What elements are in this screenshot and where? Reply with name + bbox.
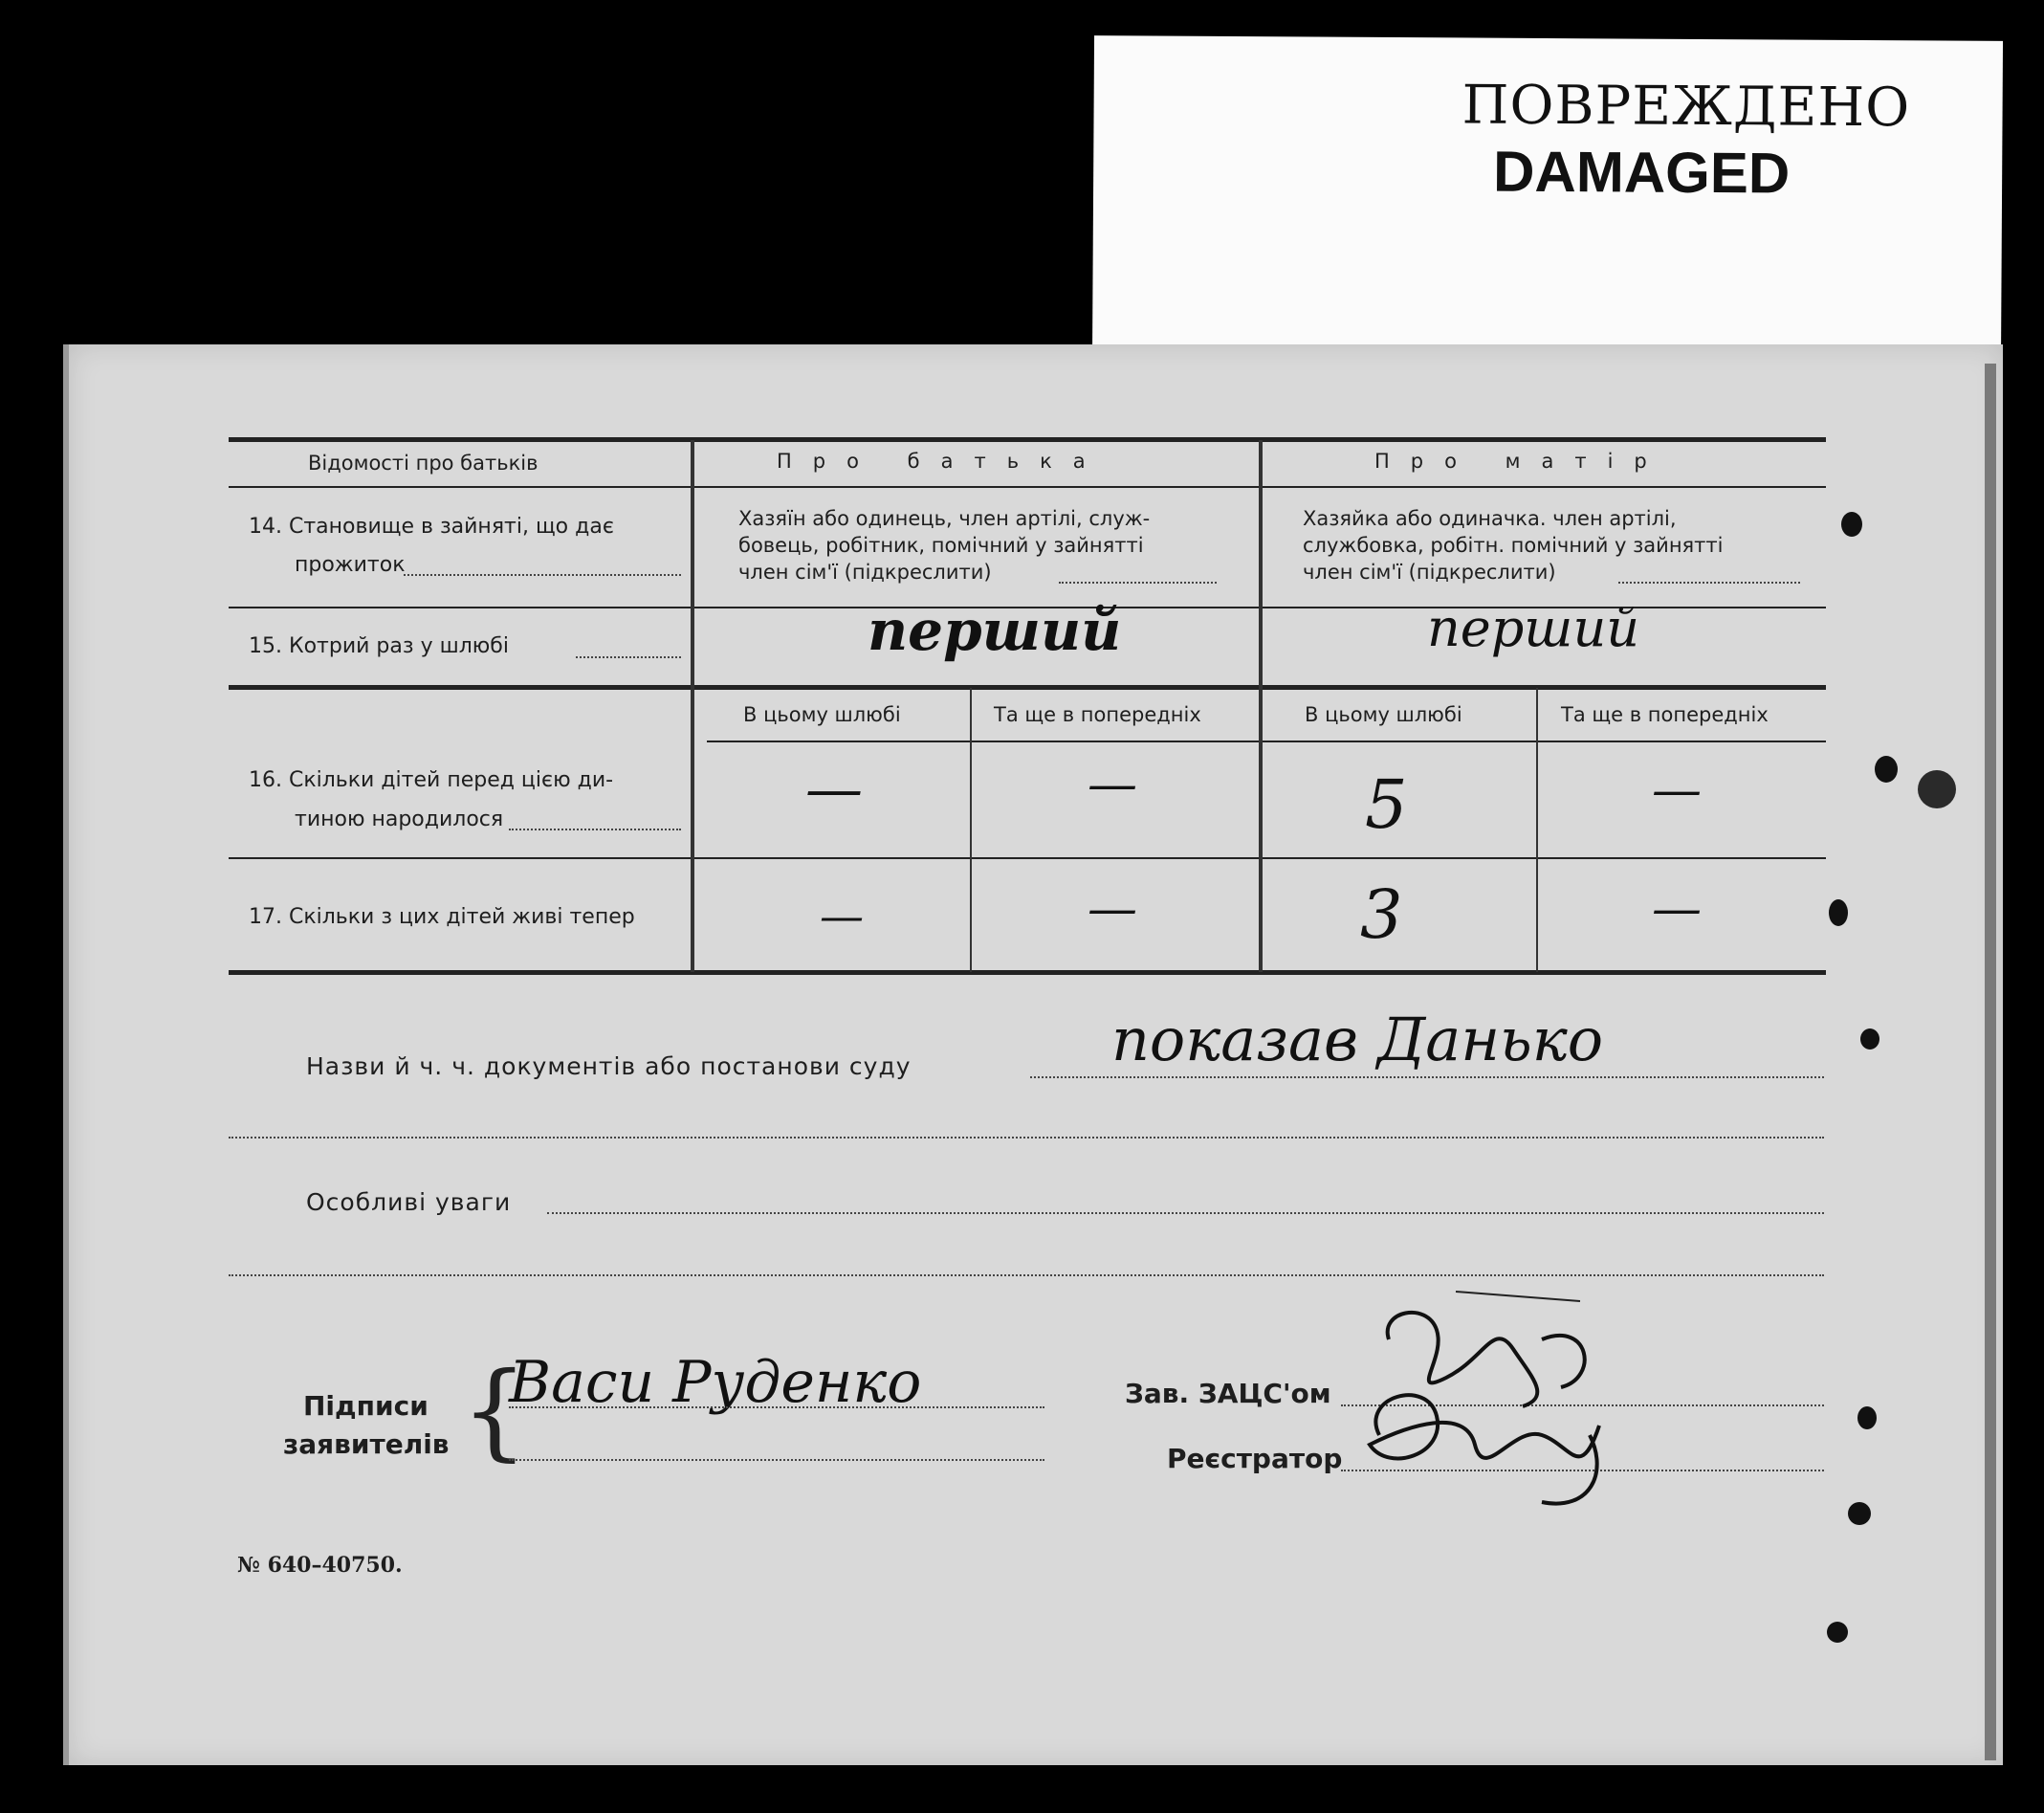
row15-father-handwritten: перший xyxy=(868,598,1122,663)
documents-line-2 xyxy=(229,1137,1824,1139)
row16-rule xyxy=(229,857,1826,859)
row14-label-cont: прожиток xyxy=(295,553,406,577)
subheader-father-this-marriage: В цьому шлюбі xyxy=(743,703,901,726)
row16-mother-this-value: 5 xyxy=(1365,765,1408,844)
table-top-rule xyxy=(229,437,1826,442)
header-rule xyxy=(229,486,1826,488)
row14-label: 14. Становище в зайняті, що дає xyxy=(249,515,614,539)
header-about-parents: Відомості про батьків xyxy=(308,452,538,475)
notes-line xyxy=(547,1212,1824,1214)
damaged-label-ru: ПОВРЕЖДЕНО xyxy=(1462,74,1911,140)
row15-leader-dots xyxy=(576,656,681,658)
row16-label-cont: тиною народилося xyxy=(295,807,504,831)
subheader-mother-this-marriage: В цьому шлюбі xyxy=(1305,703,1462,726)
table-col-divider-1 xyxy=(691,440,694,972)
row14-father-dots xyxy=(1059,582,1217,584)
row14-father-option-line3: член сім'ї (підкреслити) xyxy=(738,561,992,584)
official-signatures xyxy=(1351,1282,1695,1531)
document-sheet xyxy=(63,344,2003,1765)
applicants-signature-label-cont: заявителів xyxy=(283,1428,450,1460)
header-about-mother: Про матір xyxy=(1374,450,1668,473)
table-col-divider-4 xyxy=(1536,688,1538,972)
table-col-divider-3 xyxy=(970,688,972,972)
applicants-signature-label: Підписи xyxy=(303,1390,429,1422)
row17-father-prev-value: — xyxy=(1088,880,1137,938)
row14-mother-option-line2: службовка, робітн. помічний у зайнятті xyxy=(1303,534,1724,557)
row17-mother-this-value: 3 xyxy=(1360,875,1403,954)
row17-father-this-value: — xyxy=(820,890,864,941)
punch-hole xyxy=(1918,770,1956,808)
row17-mother-prev-value: — xyxy=(1652,880,1702,938)
damaged-label-en: DAMAGED xyxy=(1492,139,1791,206)
row16-father-prev-value: — xyxy=(1088,756,1137,813)
applicant-signature-line-1 xyxy=(509,1406,1044,1408)
punch-hole xyxy=(1848,1502,1871,1525)
applicants-brace: { xyxy=(461,1349,528,1471)
damaged-stamp-card xyxy=(1092,35,2003,366)
row16-leader-dots xyxy=(509,829,681,830)
head-of-registry-label: Зав. ЗАЦС'ом xyxy=(1125,1378,1331,1409)
row17-label: 17. Скільки з цих дітей живі тепер xyxy=(249,905,635,929)
form-number: № 640–40750. xyxy=(237,1553,403,1578)
documents-label: Назви й ч. ч. документів або постанови суду xyxy=(306,1052,912,1080)
row14-mother-option-line1: Хазяйка або одиначка. член артілі, xyxy=(1303,507,1677,530)
notes-line-2 xyxy=(229,1274,1824,1276)
punch-hole xyxy=(1857,1406,1877,1429)
punch-hole xyxy=(1875,756,1898,783)
row14-father-option-line1: Хазяїн або одинець, член артілі, служ- xyxy=(738,507,1151,530)
subheader-father-previous: Та ще в попередніх xyxy=(994,703,1201,726)
row16-label: 16. Скільки дітей перед цією ди- xyxy=(249,768,614,792)
documents-line xyxy=(1030,1076,1824,1078)
punch-hole xyxy=(1860,1028,1879,1050)
punch-hole xyxy=(1841,512,1862,537)
table-col-divider-2 xyxy=(1259,440,1263,972)
row16-mother-prev-value: — xyxy=(1652,762,1702,819)
row15-mother-handwritten: перший xyxy=(1427,598,1640,658)
row14-mother-option-line3: член сім'ї (підкреслити) xyxy=(1303,561,1556,584)
row14-father-option-line2: бовець, робітник, помічний у зайнятті xyxy=(738,534,1144,557)
subheader-mother-previous: Та ще в попередніх xyxy=(1561,703,1769,726)
row16-father-this-value: — xyxy=(805,756,863,823)
row14-mother-dots xyxy=(1618,582,1800,584)
applicant-handwritten-signature: Васи Руденко xyxy=(509,1349,922,1416)
punch-hole xyxy=(1829,899,1848,926)
row15-rule xyxy=(229,685,1826,690)
table-bottom-rule xyxy=(229,970,1826,975)
registrar-label: Реєстратор xyxy=(1167,1443,1343,1474)
row14-leader-dots xyxy=(404,574,681,576)
notes-label: Особливі уваги xyxy=(306,1188,512,1216)
header-about-father: Про батька xyxy=(777,450,1107,473)
punch-hole xyxy=(1827,1622,1848,1643)
subheader-rule xyxy=(707,741,1826,742)
sheet-edge-shadow xyxy=(1985,364,1996,1760)
documents-handwritten-value: показав Данько xyxy=(1111,1005,1604,1074)
applicant-signature-line-2 xyxy=(509,1459,1044,1461)
row15-label: 15. Котрий раз у шлюбі xyxy=(249,634,509,658)
